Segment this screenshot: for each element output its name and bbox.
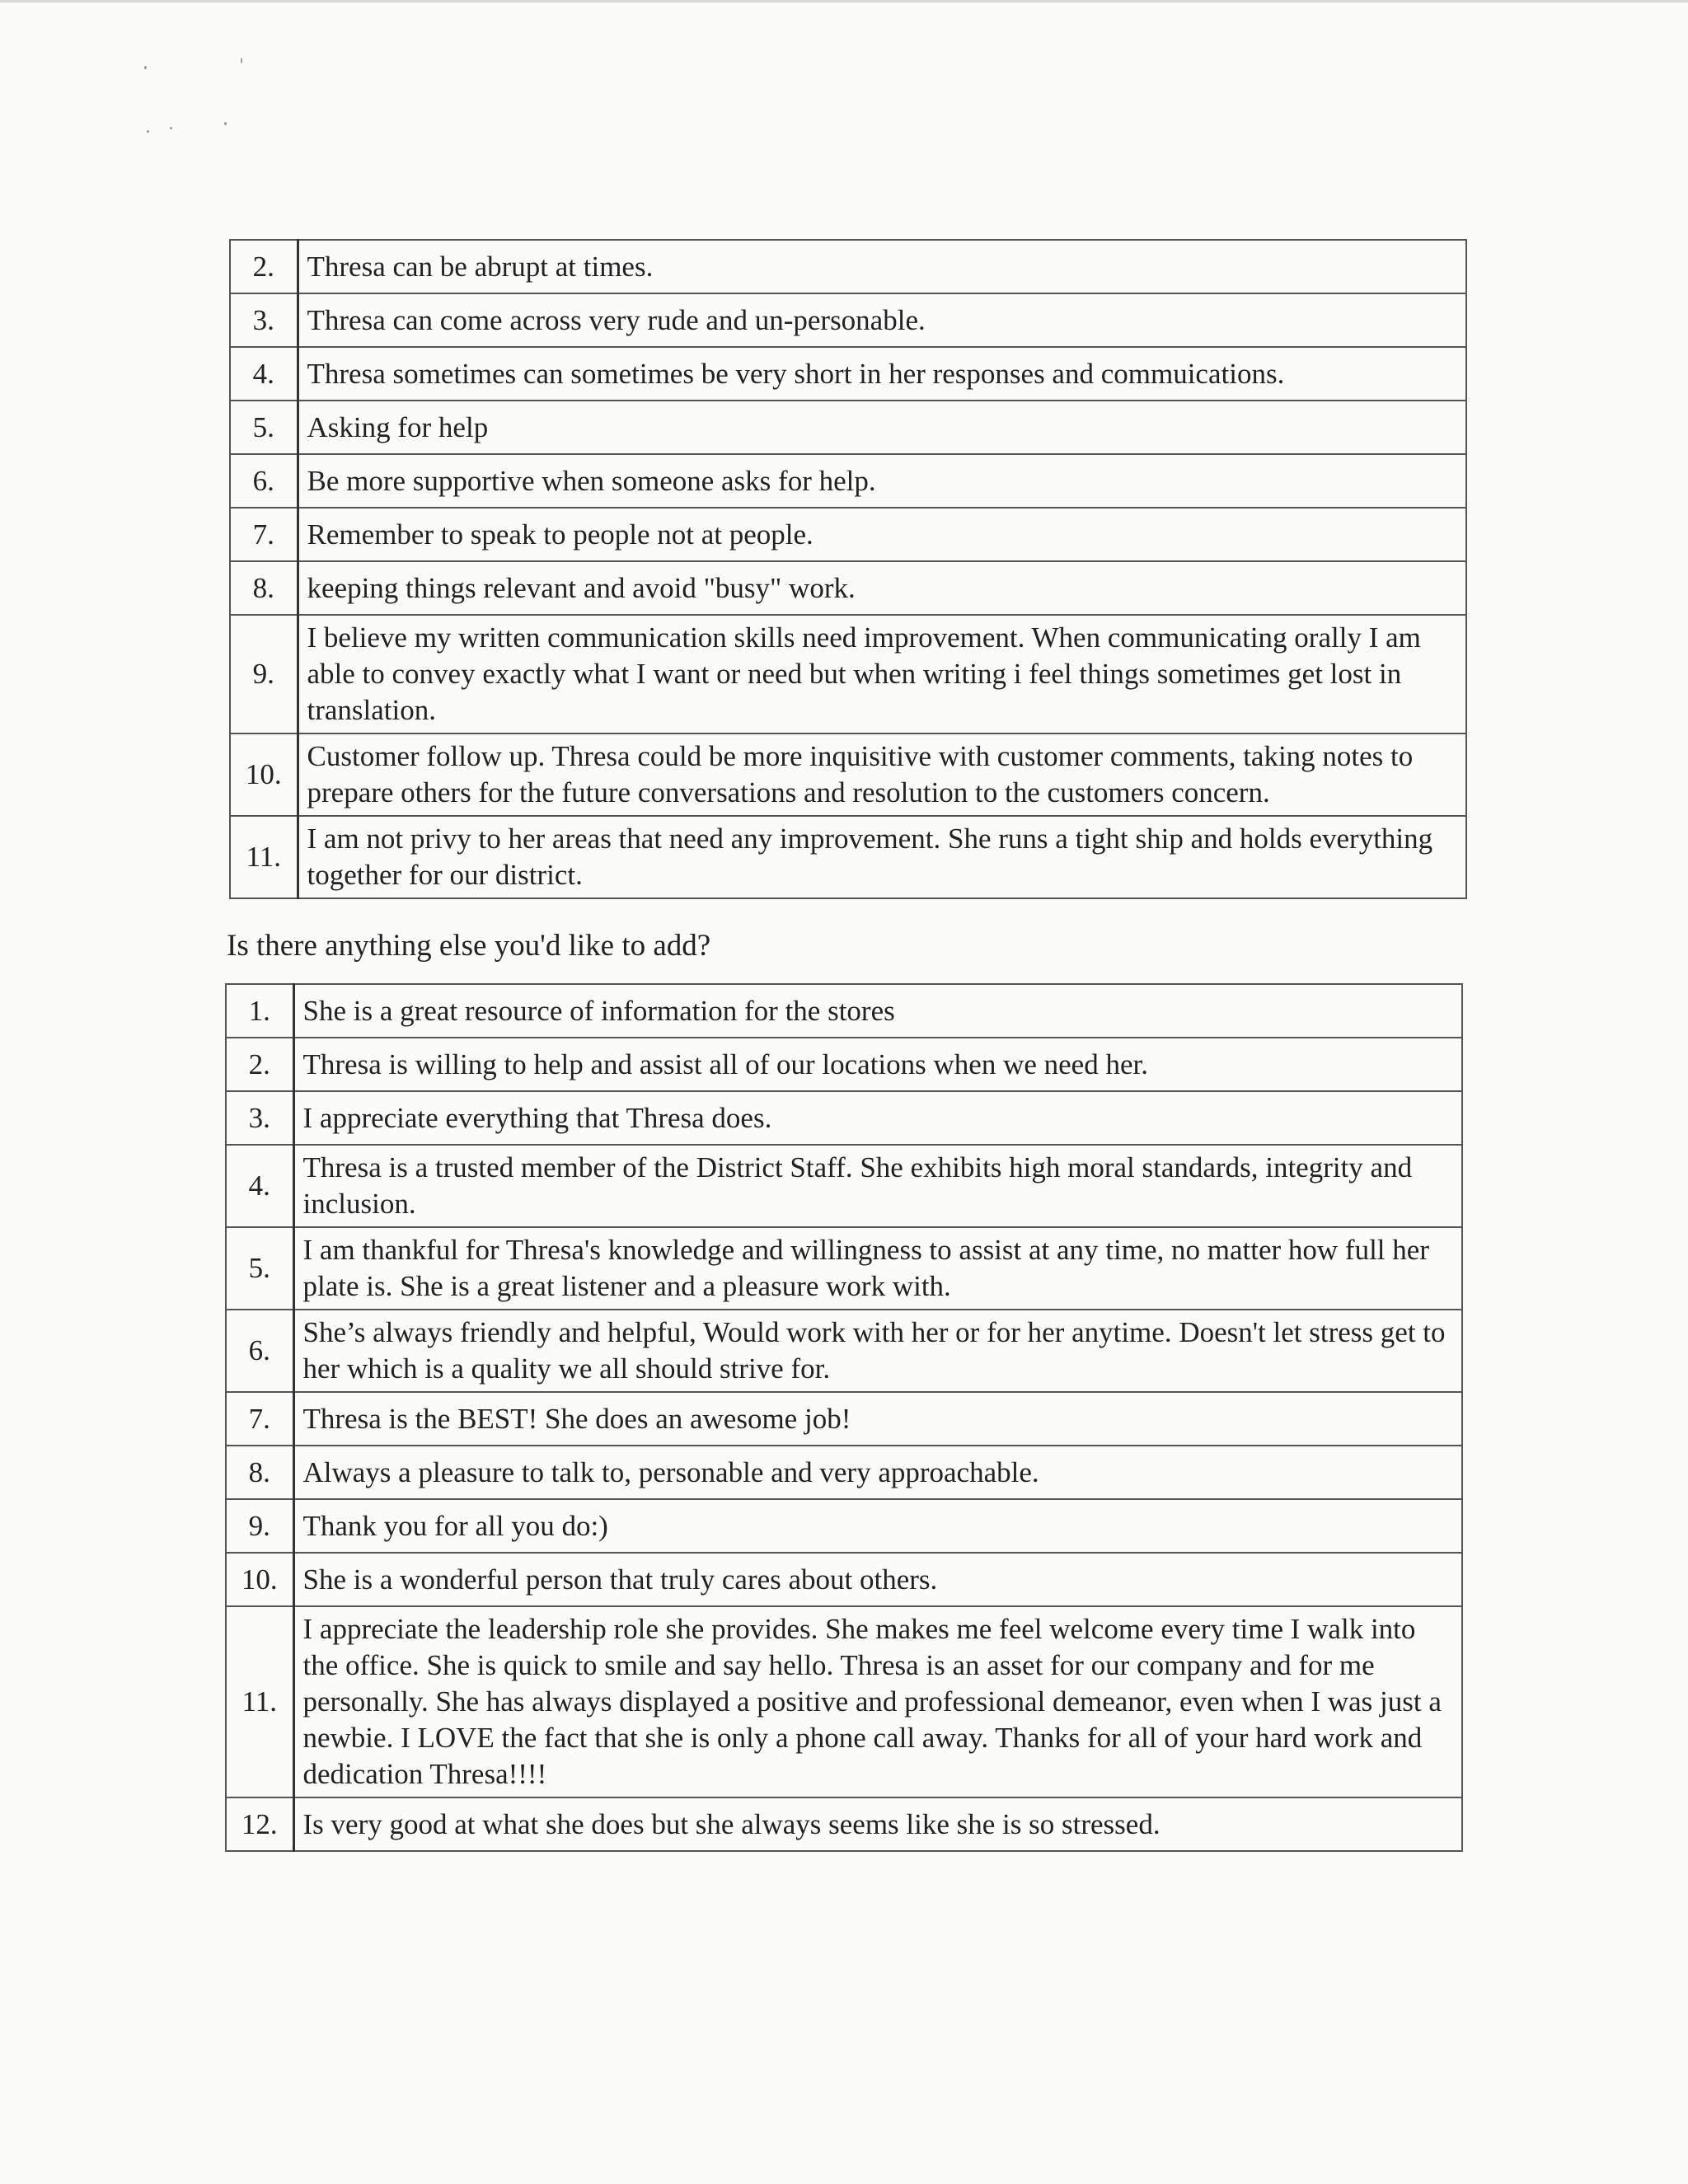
row-number: 1.: [226, 984, 293, 1038]
table-row: [230, 293, 1466, 347]
additional-comments-table: [225, 983, 1463, 1852]
row-number: 12.: [226, 1797, 293, 1851]
table-row: [230, 816, 1466, 898]
row-number: 8.: [226, 1446, 293, 1499]
row-number: 4.: [226, 1145, 293, 1227]
row-number: 5.: [230, 401, 298, 454]
table-row: [226, 1606, 1462, 1797]
scan-speck: [224, 122, 227, 125]
row-text: I appreciate everything that Thresa does.: [293, 1091, 1462, 1145]
row-text: keeping things relevant and avoid "busy" work.: [298, 561, 1466, 615]
table-row: [226, 1145, 1462, 1227]
scan-speck: [144, 66, 147, 69]
table-row: [226, 1038, 1462, 1091]
row-number: 9.: [226, 1499, 293, 1553]
table-row: [230, 508, 1466, 561]
row-text: Is very good at what she does but she always seems like she is so stressed.: [293, 1797, 1462, 1851]
table-row: [226, 1091, 1462, 1145]
improvement-table: [229, 239, 1467, 899]
table-row: [226, 984, 1462, 1038]
row-number: 5.: [226, 1227, 293, 1310]
row-number: 11.: [226, 1606, 293, 1797]
table-row: [230, 561, 1466, 615]
section-heading: Is there anything else you'd like to add?: [227, 929, 711, 963]
scan-speck: [170, 127, 172, 129]
row-text: Thresa sometimes can sometimes be very short in her responses and commuications.: [298, 347, 1466, 401]
table-row: [230, 347, 1466, 401]
row-text: Be more supportive when someone asks for help.: [298, 454, 1466, 508]
row-number: 10.: [230, 733, 298, 816]
row-number: 10.: [226, 1553, 293, 1606]
row-text: Always a pleasure to talk to, personable and very approachable.: [293, 1446, 1462, 1499]
table-row: [226, 1227, 1462, 1310]
row-number: 11.: [230, 816, 298, 898]
row-number: 7.: [230, 508, 298, 561]
scan-speck: [241, 58, 242, 63]
row-text: Thresa is a trusted member of the District Staff. She exhibits high moral standards, integrity and inclusion.: [293, 1145, 1462, 1227]
table-row: [226, 1499, 1462, 1553]
table-row: [230, 733, 1466, 816]
row-number: 7.: [226, 1392, 293, 1446]
table-row: [230, 615, 1466, 733]
row-text: Thresa is the BEST! She does an awesome job!: [293, 1392, 1462, 1446]
row-text: Remember to speak to people not at people.: [298, 508, 1466, 561]
row-text: She is a wonderful person that truly cares about others.: [293, 1553, 1462, 1606]
row-text: Thresa is willing to help and assist all of our locations when we need her.: [293, 1038, 1462, 1091]
table-row: [226, 1392, 1462, 1446]
table-row: [230, 454, 1466, 508]
row-text: I believe my written communication skills need improvement. When communicating orally I am able to convey exactly what I want or need but when writing i feel things sometimes get lost in translation.: [298, 615, 1466, 733]
row-text: I am not privy to her areas that need any improvement. She runs a tight ship and holds everything together for our district.: [298, 816, 1466, 898]
table-row: [226, 1553, 1462, 1606]
row-number: 6.: [230, 454, 298, 508]
row-text: I appreciate the leadership role she provides. She makes me feel welcome every time I walk into the office. She is quick to smile and say hello. Thresa is an asset for our company and for me personally. She has always displayed a positive and professional demeanor, even when I was just a newbie. I LOVE the fact that she is only a phone call away. Thanks for all of your hard work and dedication Thresa!!!!: [293, 1606, 1462, 1797]
row-number: 4.: [230, 347, 298, 401]
table-row: [230, 240, 1466, 293]
row-text: Asking for help: [298, 401, 1466, 454]
row-number: 3.: [230, 293, 298, 347]
table-row: [226, 1446, 1462, 1499]
table-row: [226, 1310, 1462, 1392]
table-row: [230, 401, 1466, 454]
row-text: I am thankful for Thresa's knowledge and willingness to assist at any time, no matter how full her plate is. She is a great listener and a pleasure work with.: [293, 1227, 1462, 1310]
row-number: 9.: [230, 615, 298, 733]
row-text: She’s always friendly and helpful, Would work with her or for her anytime. Doesn't let stress get to her which is a quality we all should strive for.: [293, 1310, 1462, 1392]
row-number: 3.: [226, 1091, 293, 1145]
row-text: Thresa can be abrupt at times.: [298, 240, 1466, 293]
row-text: Customer follow up. Thresa could be more inquisitive with customer comments, taking notes to prepare others for the future conversations and resolution to the customers concern.: [298, 733, 1466, 816]
row-number: 6.: [226, 1310, 293, 1392]
row-text: Thank you for all you do:): [293, 1499, 1462, 1553]
row-number: 8.: [230, 561, 298, 615]
scan-speck: [147, 130, 149, 133]
row-number: 2.: [226, 1038, 293, 1091]
row-text: Thresa can come across very rude and un-personable.: [298, 293, 1466, 347]
row-text: She is a great resource of information for the stores: [293, 984, 1462, 1038]
table-row: [226, 1797, 1462, 1851]
scan-edge: [0, 0, 1688, 2]
row-number: 2.: [230, 240, 298, 293]
